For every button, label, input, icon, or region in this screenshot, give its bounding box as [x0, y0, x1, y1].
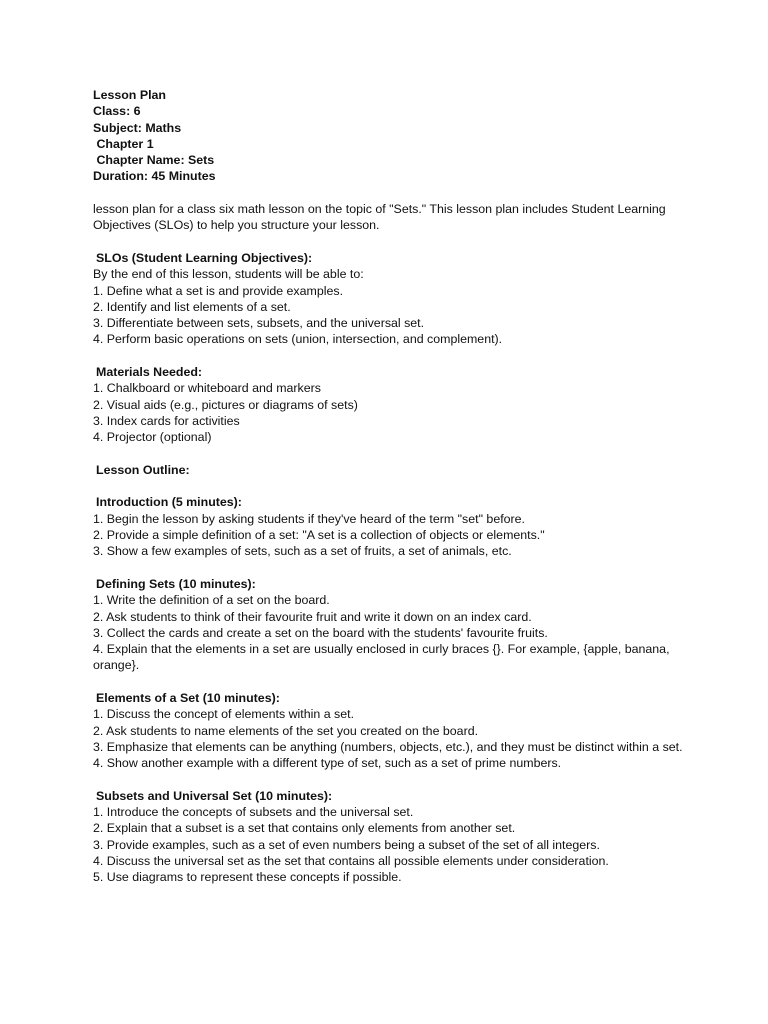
elements-section [93, 690, 713, 771]
list-item: 2. Provide a simple definition of a set: "A set is a collection of objects or elements." [93, 528, 545, 543]
list-item: 4. Perform basic operations on sets (union, intersection, and complement). [93, 332, 503, 347]
materials-heading: Materials Needed: [96, 365, 203, 380]
introduction-section [93, 494, 713, 559]
list-item: 2. Ask students to name elements of the set you created on the board. [93, 723, 479, 738]
defining-sets-section [93, 576, 713, 674]
list-item: 1. Write the definition of a set on the board. [93, 593, 330, 608]
subsets-heading: Subsets and Universal Set (10 minutes): [96, 788, 333, 803]
subject-line: Subject: Maths [93, 120, 182, 135]
subsets-section [93, 788, 713, 886]
defining-sets-heading: Defining Sets (10 minutes): [96, 576, 256, 591]
list-item: 4. Explain that the elements in a set are usually enclosed in curly braces {}. For example, {apple, banana, orange}. [93, 642, 670, 673]
list-item: 1. Define what a set is and provide examples. [93, 283, 344, 298]
slos-heading: SLOs (Student Learning Objectives): [96, 250, 313, 265]
list-item: 1. Chalkboard or whiteboard and markers [93, 381, 321, 396]
materials-section [93, 364, 713, 445]
spacer [93, 348, 713, 364]
header-block [93, 87, 713, 185]
class-line: Class: 6 [93, 104, 141, 119]
spacer [93, 446, 713, 462]
list-item: 3. Collect the cards and create a set on the board with the students' favourite fruits. [93, 625, 548, 640]
slos-lead: By the end of this lesson, students will be able to: [93, 267, 364, 282]
chapter-line: Chapter 1 [93, 136, 154, 151]
intro-paragraph: lesson plan for a class six math lesson on the topic of "Sets." This lesson plan includes Student Learning Objectives (SLOs) to help you structure your lesson. [93, 202, 666, 233]
list-item: 3. Provide examples, such as a set of even numbers being a subset of the set of all integers. [93, 837, 600, 852]
spacer [93, 185, 713, 201]
list-item: 3. Index cards for activities [93, 413, 240, 428]
list-item: 4. Discuss the universal set as the set that contains all possible elements under consideration. [93, 853, 609, 868]
duration-line: Duration: 45 Minutes [93, 169, 216, 184]
chapter-name-line: Chapter Name: Sets [93, 153, 215, 168]
list-item: 1. Begin the lesson by asking students if they've heard of the term "set" before. [93, 511, 526, 526]
document-body [93, 87, 713, 886]
spacer [93, 234, 713, 250]
document-title: Lesson Plan [93, 88, 166, 102]
spacer [93, 478, 713, 494]
list-item: 5. Use diagrams to represent these concepts if possible. [93, 870, 402, 885]
list-item: 2. Explain that a subset is a set that contains only elements from another set. [93, 821, 516, 836]
list-item: 4. Projector (optional) [93, 430, 212, 445]
list-item: 1. Introduce the concepts of subsets and the universal set. [93, 805, 414, 820]
list-item: 4. Show another example with a different type of set, such as a set of prime numbers. [93, 756, 562, 771]
elements-heading: Elements of a Set (10 minutes): [96, 690, 280, 705]
spacer [93, 771, 713, 787]
introduction-heading: Introduction (5 minutes): [96, 495, 242, 510]
list-item: 3. Emphasize that elements can be anything (numbers, objects, etc.), and they must be distinct within a set. [93, 739, 683, 754]
list-item: 1. Discuss the concept of elements within a set. [93, 707, 355, 722]
list-item: 2. Visual aids (e.g., pictures or diagrams of sets) [93, 397, 358, 412]
list-item: 3. Show a few examples of sets, such as a set of fruits, a set of animals, etc. [93, 544, 512, 559]
list-item: 2. Ask students to think of their favourite fruit and write it down on an index card. [93, 609, 532, 624]
spacer [93, 674, 713, 690]
slos-section [93, 250, 713, 348]
list-item: 3. Differentiate between sets, subsets, and the universal set. [93, 316, 425, 331]
list-item: 2. Identify and list elements of a set. [93, 299, 291, 314]
spacer [93, 560, 713, 576]
outline-heading: Lesson Outline: [96, 462, 190, 477]
